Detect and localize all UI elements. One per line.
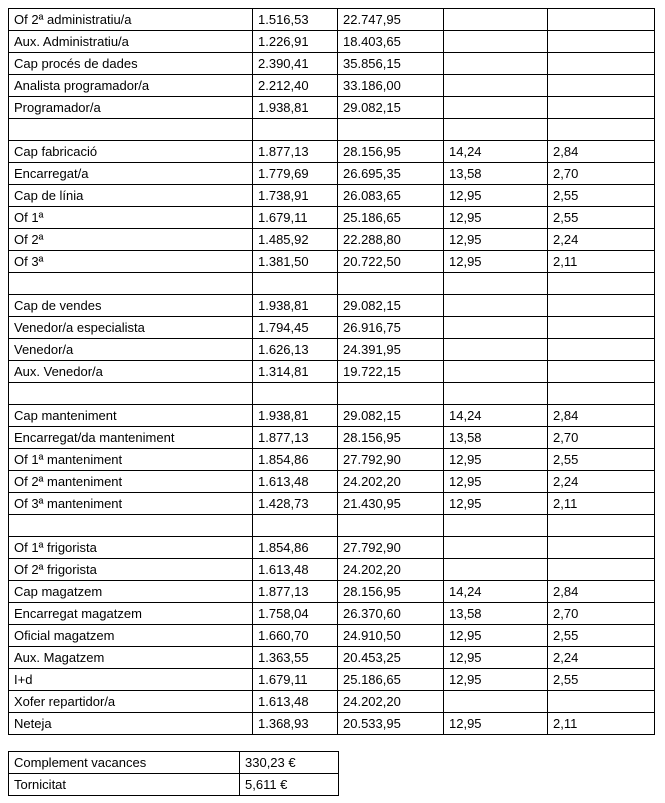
rate2-cell	[548, 53, 655, 75]
rate2-cell: 2,11	[548, 251, 655, 273]
table-row	[9, 752, 339, 774]
annual-salary-cell: 29.082,15	[338, 97, 444, 119]
job-title-cell: Neteja	[9, 713, 253, 735]
table-row	[9, 9, 655, 31]
annual-salary-cell: 22.288,80	[338, 229, 444, 251]
monthly-salary-cell: 2.212,40	[253, 75, 338, 97]
monthly-salary-cell: 1.779,69	[253, 163, 338, 185]
monthly-salary-cell: 1.854,86	[253, 537, 338, 559]
rate2-cell: 2,24	[548, 471, 655, 493]
job-title-cell: Venedor/a	[9, 339, 253, 361]
rate2-cell	[548, 31, 655, 53]
table-row	[9, 669, 655, 691]
annual-salary-cell: 33.186,00	[338, 75, 444, 97]
job-title-cell: I+d	[9, 669, 253, 691]
monthly-salary-cell: 1.226,91	[253, 31, 338, 53]
rate-cell: 12,95	[444, 493, 548, 515]
table-row	[9, 119, 655, 141]
supplement-value-cell: 5,611 €	[240, 774, 339, 796]
supplement-label-cell: Complement vacances	[9, 752, 240, 774]
supplements-table	[8, 751, 339, 796]
annual-salary-cell: 28.156,95	[338, 141, 444, 163]
monthly-salary-cell: 1.679,11	[253, 207, 338, 229]
annual-salary-cell: 27.792,90	[338, 537, 444, 559]
rate2-cell	[548, 691, 655, 713]
rate2-cell	[548, 273, 655, 295]
annual-salary-cell: 24.910,50	[338, 625, 444, 647]
table-row	[9, 185, 655, 207]
table-row	[9, 471, 655, 493]
job-title-cell: Of 3ª manteniment	[9, 493, 253, 515]
rate-cell	[444, 691, 548, 713]
rate-cell: 12,95	[444, 185, 548, 207]
table-row	[9, 603, 655, 625]
rate2-cell: 2,11	[548, 493, 655, 515]
table-row	[9, 339, 655, 361]
annual-salary-cell: 26.370,60	[338, 603, 444, 625]
annual-salary-cell: 29.082,15	[338, 405, 444, 427]
monthly-salary-cell: 1.877,13	[253, 581, 338, 603]
rate-cell: 12,95	[444, 449, 548, 471]
rate2-cell	[548, 383, 655, 405]
monthly-salary-cell: 1.626,13	[253, 339, 338, 361]
rate-cell	[444, 273, 548, 295]
rate-cell: 13,58	[444, 603, 548, 625]
monthly-salary-cell: 1.854,86	[253, 449, 338, 471]
table-row	[9, 581, 655, 603]
table-row	[9, 493, 655, 515]
rate-cell: 12,95	[444, 229, 548, 251]
table-row	[9, 317, 655, 339]
job-title-cell	[9, 119, 253, 141]
table-row	[9, 515, 655, 537]
annual-salary-cell: 26.916,75	[338, 317, 444, 339]
rate2-cell: 2,55	[548, 207, 655, 229]
table-row	[9, 295, 655, 317]
monthly-salary-cell: 1.938,81	[253, 405, 338, 427]
job-title-cell: Oficial magatzem	[9, 625, 253, 647]
annual-salary-cell: 26.695,35	[338, 163, 444, 185]
table-row	[9, 53, 655, 75]
rate-cell: 12,95	[444, 647, 548, 669]
rate2-cell	[548, 75, 655, 97]
rate-cell	[444, 31, 548, 53]
annual-salary-cell: 22.747,95	[338, 9, 444, 31]
rate-cell: 13,58	[444, 163, 548, 185]
job-title-cell: Programador/a	[9, 97, 253, 119]
table-row	[9, 207, 655, 229]
monthly-salary-cell: 1.428,73	[253, 493, 338, 515]
monthly-salary-cell: 1.516,53	[253, 9, 338, 31]
job-title-cell: Xofer repartidor/a	[9, 691, 253, 713]
job-title-cell: Cap manteniment	[9, 405, 253, 427]
rate-cell	[444, 383, 548, 405]
rate-cell	[444, 515, 548, 537]
rate-cell: 12,95	[444, 471, 548, 493]
supplement-value-cell: 330,23 €	[240, 752, 339, 774]
rate-cell: 12,95	[444, 207, 548, 229]
monthly-salary-cell: 2.390,41	[253, 53, 338, 75]
annual-salary-cell: 28.156,95	[338, 427, 444, 449]
annual-salary-cell	[338, 119, 444, 141]
rate2-cell: 2,24	[548, 229, 655, 251]
monthly-salary-cell: 1.679,11	[253, 669, 338, 691]
rate2-cell: 2,70	[548, 603, 655, 625]
rate2-cell: 2,84	[548, 405, 655, 427]
rate-cell: 12,95	[444, 251, 548, 273]
monthly-salary-cell: 1.368,93	[253, 713, 338, 735]
table-row	[9, 361, 655, 383]
table-row	[9, 559, 655, 581]
rate-cell	[444, 97, 548, 119]
monthly-salary-cell: 1.485,92	[253, 229, 338, 251]
table-row	[9, 251, 655, 273]
annual-salary-cell: 20.722,50	[338, 251, 444, 273]
job-title-cell: Aux. Venedor/a	[9, 361, 253, 383]
annual-salary-cell: 28.156,95	[338, 581, 444, 603]
rate2-cell: 2,70	[548, 163, 655, 185]
rate-cell	[444, 559, 548, 581]
rate2-cell	[548, 317, 655, 339]
table-row	[9, 774, 339, 796]
table-row	[9, 383, 655, 405]
rate-cell: 14,24	[444, 405, 548, 427]
table-row	[9, 647, 655, 669]
monthly-salary-cell: 1.613,48	[253, 559, 338, 581]
job-title-cell	[9, 273, 253, 295]
table-row	[9, 163, 655, 185]
rate2-cell	[548, 361, 655, 383]
rate2-cell: 2,24	[548, 647, 655, 669]
monthly-salary-cell	[253, 119, 338, 141]
job-title-cell: Cap magatzem	[9, 581, 253, 603]
rate2-cell	[548, 515, 655, 537]
rate-cell: 14,24	[444, 141, 548, 163]
supplement-label-cell: Tornicitat	[9, 774, 240, 796]
table-row	[9, 273, 655, 295]
job-title-cell	[9, 515, 253, 537]
annual-salary-cell	[338, 273, 444, 295]
table-row	[9, 229, 655, 251]
job-title-cell: Encarregat/da manteniment	[9, 427, 253, 449]
rate-cell	[444, 317, 548, 339]
rate2-cell: 2,11	[548, 713, 655, 735]
monthly-salary-cell: 1.877,13	[253, 427, 338, 449]
annual-salary-cell: 20.453,25	[338, 647, 444, 669]
annual-salary-cell: 27.792,90	[338, 449, 444, 471]
rate-cell	[444, 75, 548, 97]
table-row	[9, 449, 655, 471]
monthly-salary-cell: 1.381,50	[253, 251, 338, 273]
job-title-cell: Analista programador/a	[9, 75, 253, 97]
rate2-cell: 2,55	[548, 625, 655, 647]
monthly-salary-cell	[253, 515, 338, 537]
rate-cell: 13,58	[444, 427, 548, 449]
rate-cell: 12,95	[444, 713, 548, 735]
rate-cell	[444, 53, 548, 75]
rate-cell	[444, 339, 548, 361]
annual-salary-cell: 35.856,15	[338, 53, 444, 75]
job-title-cell: Of 2ª	[9, 229, 253, 251]
job-title-cell: Of 1ª manteniment	[9, 449, 253, 471]
monthly-salary-cell: 1.738,91	[253, 185, 338, 207]
rate2-cell	[548, 339, 655, 361]
rate2-cell	[548, 119, 655, 141]
rate2-cell: 2,84	[548, 581, 655, 603]
job-title-cell: Encarregat/a	[9, 163, 253, 185]
job-title-cell: Of 1ª	[9, 207, 253, 229]
annual-salary-cell	[338, 515, 444, 537]
rate-cell	[444, 537, 548, 559]
table-row	[9, 713, 655, 735]
job-title-cell: Of 2ª administratiu/a	[9, 9, 253, 31]
monthly-salary-cell	[253, 273, 338, 295]
rate2-cell: 2,55	[548, 449, 655, 471]
annual-salary-cell: 24.202,20	[338, 691, 444, 713]
rate-cell: 12,95	[444, 625, 548, 647]
rate2-cell: 2,84	[548, 141, 655, 163]
table-row	[9, 75, 655, 97]
job-title-cell: Aux. Administratiu/a	[9, 31, 253, 53]
monthly-salary-cell: 1.363,55	[253, 647, 338, 669]
monthly-salary-cell: 1.794,45	[253, 317, 338, 339]
job-title-cell: Of 2ª frigorista	[9, 559, 253, 581]
rate2-cell	[548, 537, 655, 559]
job-title-cell: Of 2ª manteniment	[9, 471, 253, 493]
rate2-cell	[548, 295, 655, 317]
rate-cell	[444, 119, 548, 141]
job-title-cell: Of 3ª	[9, 251, 253, 273]
rate2-cell: 2,55	[548, 185, 655, 207]
annual-salary-cell: 24.391,95	[338, 339, 444, 361]
job-title-cell: Cap de línia	[9, 185, 253, 207]
job-title-cell: Cap procés de dades	[9, 53, 253, 75]
rate2-cell: 2,70	[548, 427, 655, 449]
annual-salary-cell: 25.186,65	[338, 669, 444, 691]
rate-cell	[444, 361, 548, 383]
monthly-salary-cell: 1.613,48	[253, 471, 338, 493]
monthly-salary-cell: 1.314,81	[253, 361, 338, 383]
monthly-salary-cell	[253, 383, 338, 405]
annual-salary-cell: 24.202,20	[338, 471, 444, 493]
rate2-cell	[548, 97, 655, 119]
table-row	[9, 691, 655, 713]
monthly-salary-cell: 1.613,48	[253, 691, 338, 713]
table-row	[9, 141, 655, 163]
job-title-cell: Cap de vendes	[9, 295, 253, 317]
table-row	[9, 97, 655, 119]
table-row	[9, 537, 655, 559]
table-row	[9, 31, 655, 53]
annual-salary-cell: 19.722,15	[338, 361, 444, 383]
annual-salary-cell: 29.082,15	[338, 295, 444, 317]
annual-salary-cell: 21.430,95	[338, 493, 444, 515]
annual-salary-cell: 25.186,65	[338, 207, 444, 229]
table-row	[9, 427, 655, 449]
monthly-salary-cell: 1.938,81	[253, 295, 338, 317]
table-row	[9, 625, 655, 647]
rate2-cell	[548, 9, 655, 31]
rate-cell: 12,95	[444, 669, 548, 691]
annual-salary-cell: 24.202,20	[338, 559, 444, 581]
rate2-cell: 2,55	[548, 669, 655, 691]
annual-salary-cell: 18.403,65	[338, 31, 444, 53]
rate-cell	[444, 9, 548, 31]
monthly-salary-cell: 1.758,04	[253, 603, 338, 625]
rate-cell	[444, 295, 548, 317]
job-title-cell: Encarregat magatzem	[9, 603, 253, 625]
job-title-cell: Venedor/a especialista	[9, 317, 253, 339]
monthly-salary-cell: 1.877,13	[253, 141, 338, 163]
annual-salary-cell	[338, 383, 444, 405]
annual-salary-cell: 26.083,65	[338, 185, 444, 207]
monthly-salary-cell: 1.660,70	[253, 625, 338, 647]
rate-cell: 14,24	[444, 581, 548, 603]
monthly-salary-cell: 1.938,81	[253, 97, 338, 119]
job-title-cell: Of 1ª frigorista	[9, 537, 253, 559]
rate2-cell	[548, 559, 655, 581]
job-title-cell	[9, 383, 253, 405]
job-title-cell: Cap fabricació	[9, 141, 253, 163]
table-row	[9, 405, 655, 427]
job-title-cell: Aux. Magatzem	[9, 647, 253, 669]
annual-salary-cell: 20.533,95	[338, 713, 444, 735]
salary-table	[8, 8, 655, 735]
